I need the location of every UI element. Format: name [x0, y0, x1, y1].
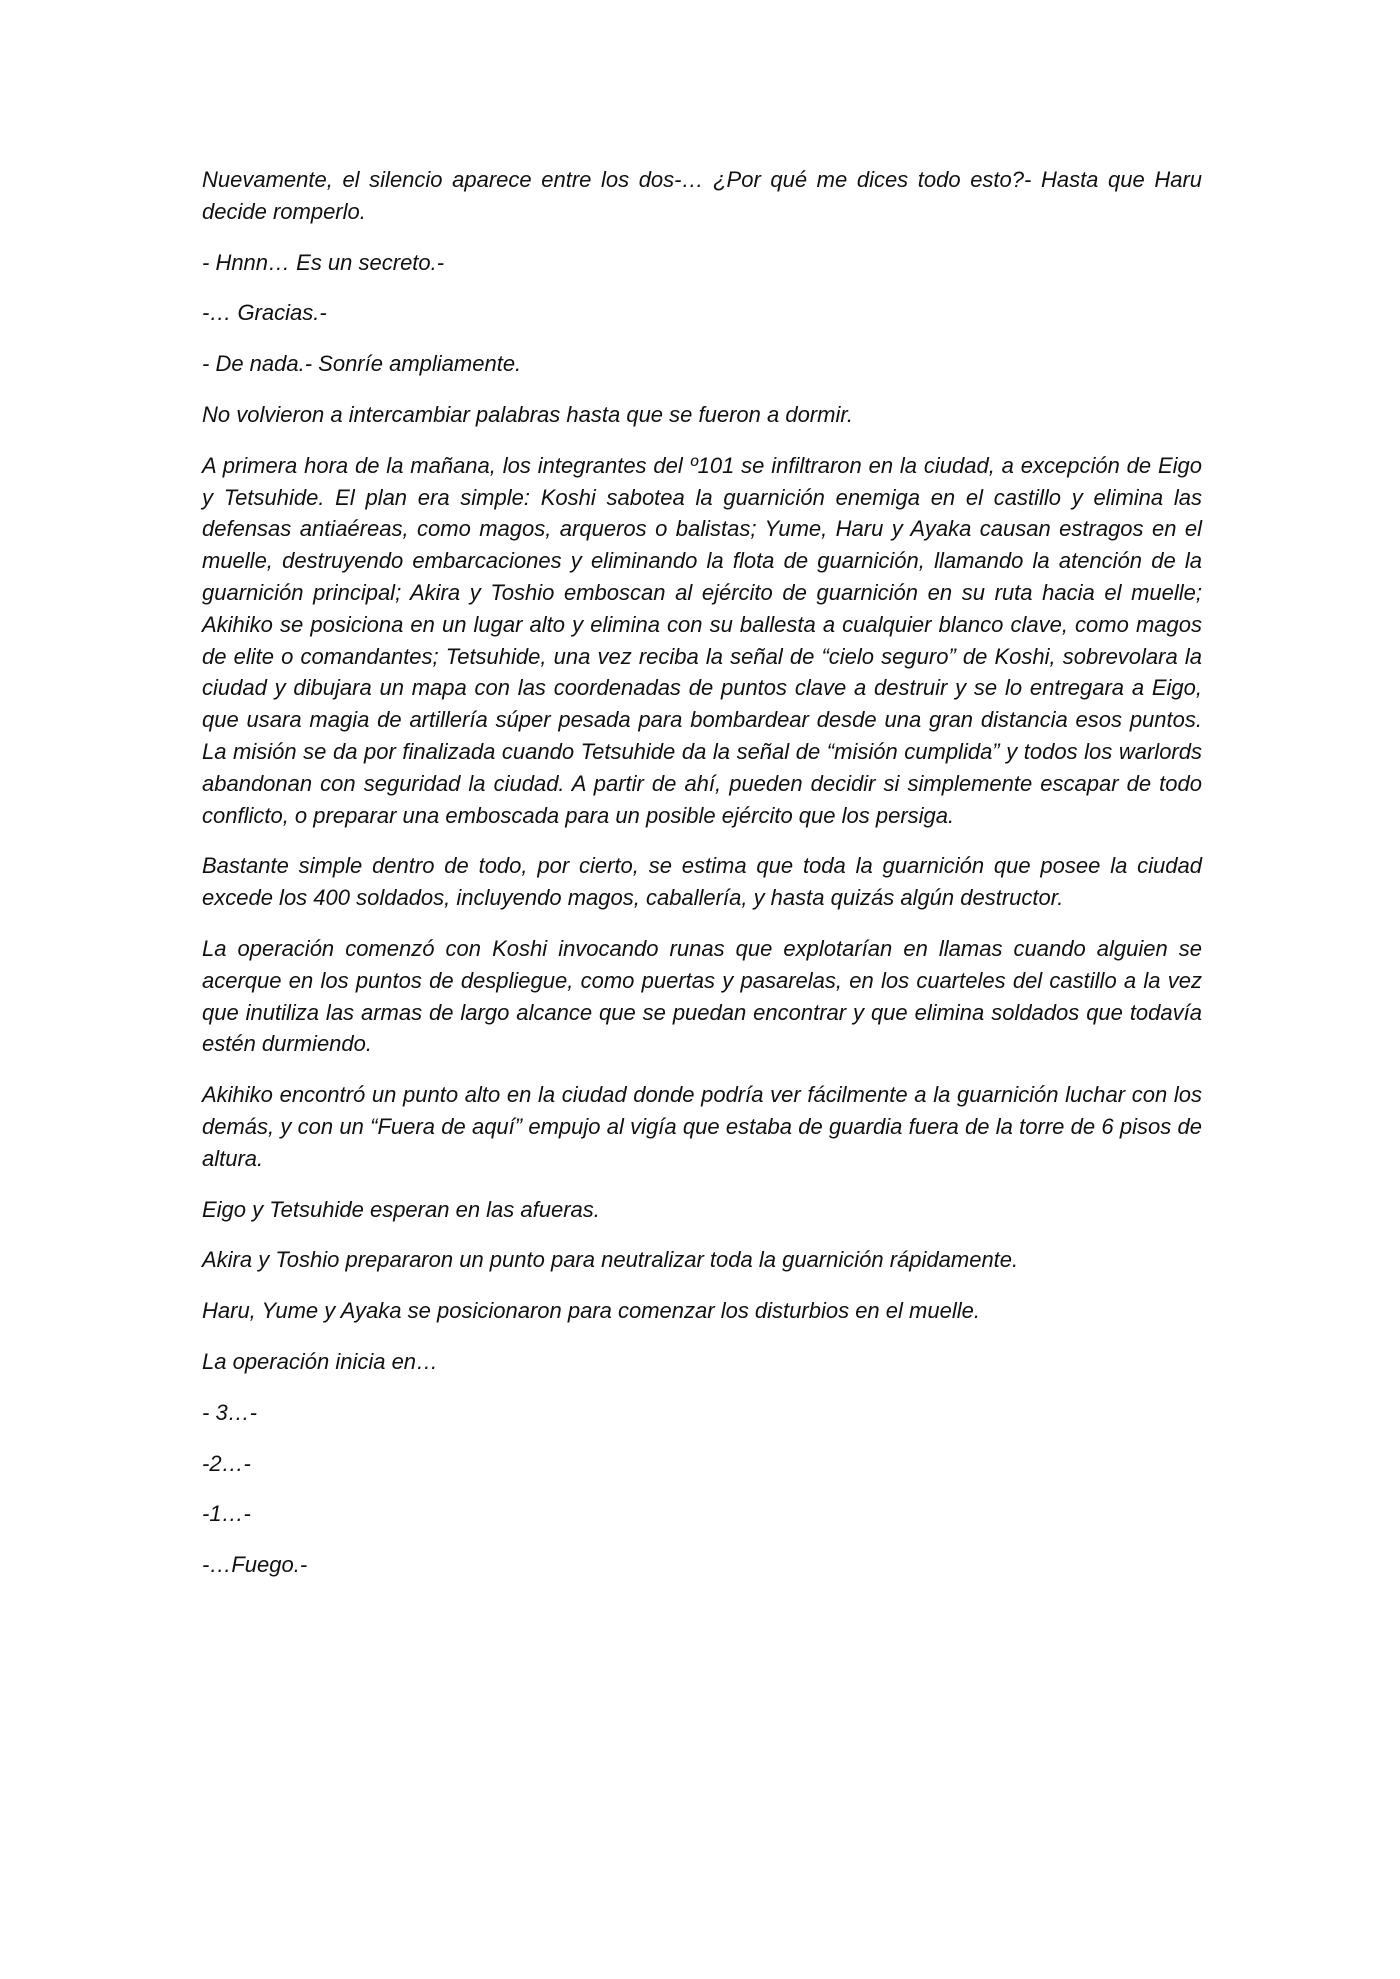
countdown-1: -1…-: [202, 1501, 251, 1527]
paragraph-7: Bastante simple dentro de todo, por cierto, se estima que toda la guarnición que posee la ciudad excede los 400 soldados, incluyendo magos, caballería, y hasta quizás algún destructor.: [202, 853, 1202, 911]
paragraph-13: La operación inicia en…: [202, 1348, 439, 1374]
countdown-fuego: -…Fuego.-: [202, 1552, 308, 1578]
paragraph-3: -… Gracias.-: [202, 300, 327, 326]
paragraph-1: Nuevamente, el silencio aparece entre los dos-… ¿Por qué me dices todo esto?- Hasta que Haru decide romperlo.: [202, 167, 1202, 224]
paragraph-8: La operación comenzó con Koshi invocando runas que explotarían en llamas cuando alguien se acerque en los puntos de despliegue, como puertas y pasarelas, en los cuarteles del castillo a la vez que inutiliza las armas de largo alcance que se puedan encontrar y que elimina soldados que todavía estén durmiendo.: [202, 935, 1202, 1057]
paragraph-11: Akira y Toshio prepararon un punto para neutralizar toda la guarnición rápidamente.: [202, 1247, 1019, 1273]
countdown-2: -2…-: [202, 1450, 251, 1476]
paragraph-5: No volvieron a intercambiar palabras hasta que se fueron a dormir.: [202, 401, 853, 427]
paragraph-2: - Hnnn… Es un secreto.-: [202, 249, 445, 275]
paragraph-6: A primera hora de la mañana, los integrantes del º101 se infiltraron en la ciudad, a excepción de Eigo y Tetsuhide. El plan era simple: Koshi sabotea la guarnición enemiga en el castillo y elimina las defensas antiaéreas, como magos, arqueros o balistas; Yume, Haru y Ayaka causan estragos en el muelle, destruyendo embarcaciones y eliminando la flota de guarnición, llamando la atención de la guarnición principal; Akira y Toshio emboscan al ejército de guarnición en su ruta hacia el muelle; Akihiko se posiciona en un lugar alto y elimina con su ballesta a cualquier blanco clave, como magos de elite o comandantes; Tetsuhide, una vez reciba la señal de “cielo seguro” de Koshi, sobrevolara la ciudad y dibujara un mapa con las coordenadas de puntos clave a destruir y se lo entregara a Eigo, que usara magia de artillería súper pesada para bombardear desde una gran distancia esos puntos. La misión se da por finalizada cuando Tetsuhide da la señal de “misión cumplida” y todos los warlords abandonan con seguridad la ciudad. A partir de ahí, pueden decidir si simplemente escapar de todo conflicto, o preparar una emboscada para un posible ejército que los persiga.: [202, 452, 1202, 828]
paragraph-10: Eigo y Tetsuhide esperan en las afueras.: [202, 1196, 600, 1222]
document-body: [202, 164, 1202, 1600]
paragraph-9: Akihiko encontró un punto alto en la ciudad donde podría ver fácilmente a la guarnición luchar con los demás, y con un “Fuera de aquí” empujo al vigía que estaba de guardia fuera de la torre de 6 pisos de altura.: [202, 1082, 1202, 1171]
paragraph-4: - De nada.- Sonríe ampliamente.: [202, 351, 522, 377]
countdown-3: - 3…-: [202, 1399, 257, 1425]
paragraph-12: Haru, Yume y Ayaka se posicionaron para comenzar los disturbios en el muelle.: [202, 1298, 980, 1324]
